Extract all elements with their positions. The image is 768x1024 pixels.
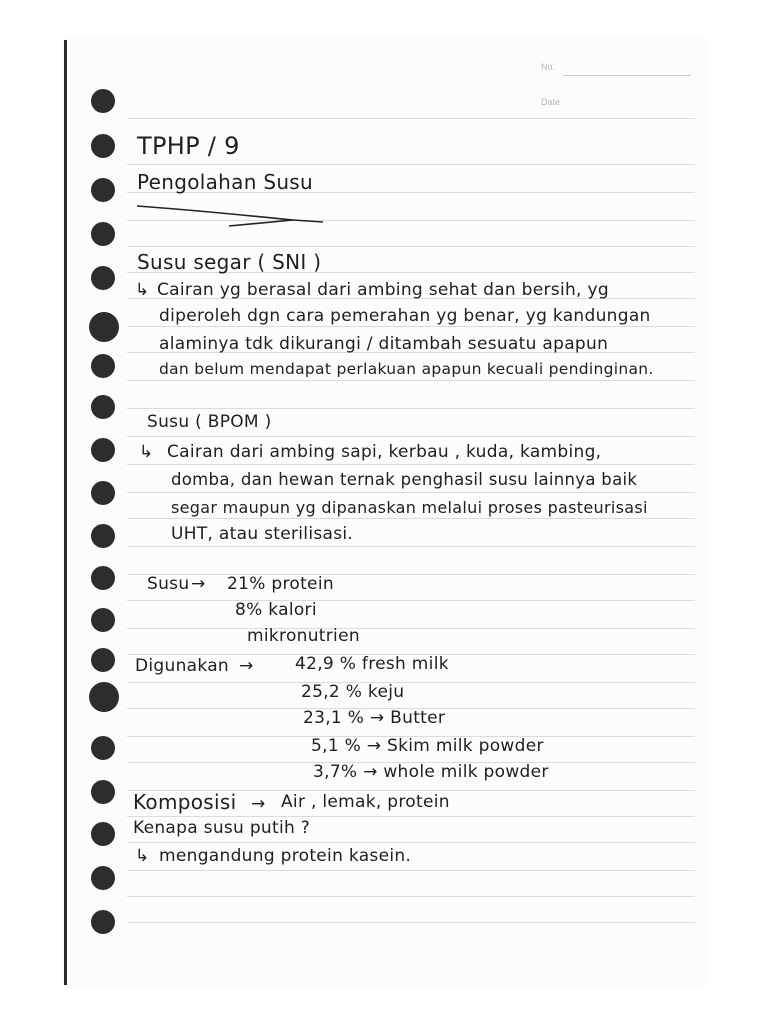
rule-line [127, 246, 695, 247]
nutrient-item: 8% kalori [235, 600, 317, 620]
section-heading-bpom: Susu ( BPOM ) [147, 412, 272, 432]
text-line: domba, dan hewan ternak penghasil susu lainnya baik [171, 470, 638, 489]
rule-line [127, 842, 695, 843]
binder-hole [91, 566, 115, 590]
rule-line [127, 922, 695, 923]
course-code: TPHP / 9 [137, 132, 240, 160]
rule-line [127, 380, 695, 381]
komposisi-text: Air , lemak, protein [281, 792, 450, 812]
arrow-icon: ↳ [135, 280, 150, 300]
text-line: alaminya tdk dikurangi / ditambah sesuatu apapun [159, 334, 609, 354]
rule-line [127, 326, 695, 327]
usage-item: 23,1 % → Butter [303, 708, 446, 728]
text-line: segar maupun yg dipanaskan melalui proses pasteurisasi [171, 498, 648, 517]
binder-hole [89, 312, 119, 342]
komposisi-label: Komposisi [133, 790, 237, 814]
text-line: Cairan dari ambing sapi, kerbau , kuda, kambing, [167, 442, 602, 462]
page-title: Pengolahan Susu [137, 170, 314, 194]
rule-line [127, 546, 695, 547]
binder-hole [91, 89, 115, 113]
rule-line [127, 464, 695, 465]
binder-hole [91, 178, 115, 202]
date-label: Date [541, 97, 561, 107]
arrow-icon: ↳ [135, 846, 150, 866]
binder-hole [89, 682, 119, 712]
binder-hole [91, 822, 115, 846]
binder-hole [91, 395, 115, 419]
rule-line [127, 816, 695, 817]
rule-line [127, 628, 695, 629]
rule-line [127, 164, 695, 165]
rule-line [127, 518, 695, 519]
binder-hole [91, 354, 115, 378]
rule-line [127, 118, 695, 119]
nutrient-item: mikronutrien [247, 626, 360, 646]
binder-hole [91, 608, 115, 632]
notebook-page [64, 40, 707, 985]
text-line: diperoleh dgn cara pemerahan yg benar, yg kandungan [159, 306, 651, 326]
rule-line [127, 436, 695, 437]
arrow-icon: → [191, 574, 206, 594]
no-line [563, 75, 691, 76]
rule-line [127, 574, 695, 575]
nutrient-item: 21% protein [227, 574, 334, 594]
binder-hole [91, 648, 115, 672]
arrow-icon: → [239, 656, 254, 676]
digunakan-label: Digunakan [135, 656, 230, 676]
binder-hole [91, 910, 115, 934]
text-line: dan belum mendapat perlakuan apapun kecuali pendinginan. [159, 360, 654, 378]
usage-item: 42,9 % fresh milk [295, 654, 449, 674]
rule-line [127, 492, 695, 493]
rule-line [127, 870, 695, 871]
arrow-icon: ↳ [139, 442, 154, 462]
binder-hole [91, 736, 115, 760]
binder-hole [91, 524, 115, 548]
usage-item: 25,2 % keju [301, 682, 405, 702]
rule-line [127, 600, 695, 601]
rule-line [127, 682, 695, 683]
rule-line [127, 408, 695, 409]
binder-hole [91, 266, 115, 290]
question-text: Kenapa susu putih ? [133, 818, 311, 838]
underline-arrow-icon [133, 200, 323, 230]
binder-hole [91, 481, 115, 505]
answer-text: mengandung protein kasein. [159, 846, 412, 866]
binder-hole [91, 438, 115, 462]
arrow-icon: → [251, 794, 266, 814]
usage-item: 5,1 % → Skim milk powder [311, 736, 544, 756]
binder-hole [91, 222, 115, 246]
binder-hole [91, 134, 115, 158]
usage-item: 3,7% → whole milk powder [313, 762, 549, 782]
section-heading-sni: Susu segar ( SNI ) [137, 250, 322, 274]
no-label: No. [541, 62, 556, 72]
binder-hole [91, 780, 115, 804]
susu-label: Susu [147, 574, 190, 594]
text-line: UHT, atau sterilisasi. [171, 524, 354, 544]
rule-line [127, 896, 695, 897]
binder-hole [91, 866, 115, 890]
text-line: Cairan yg berasal dari ambing sehat dan bersih, yg [157, 280, 609, 300]
